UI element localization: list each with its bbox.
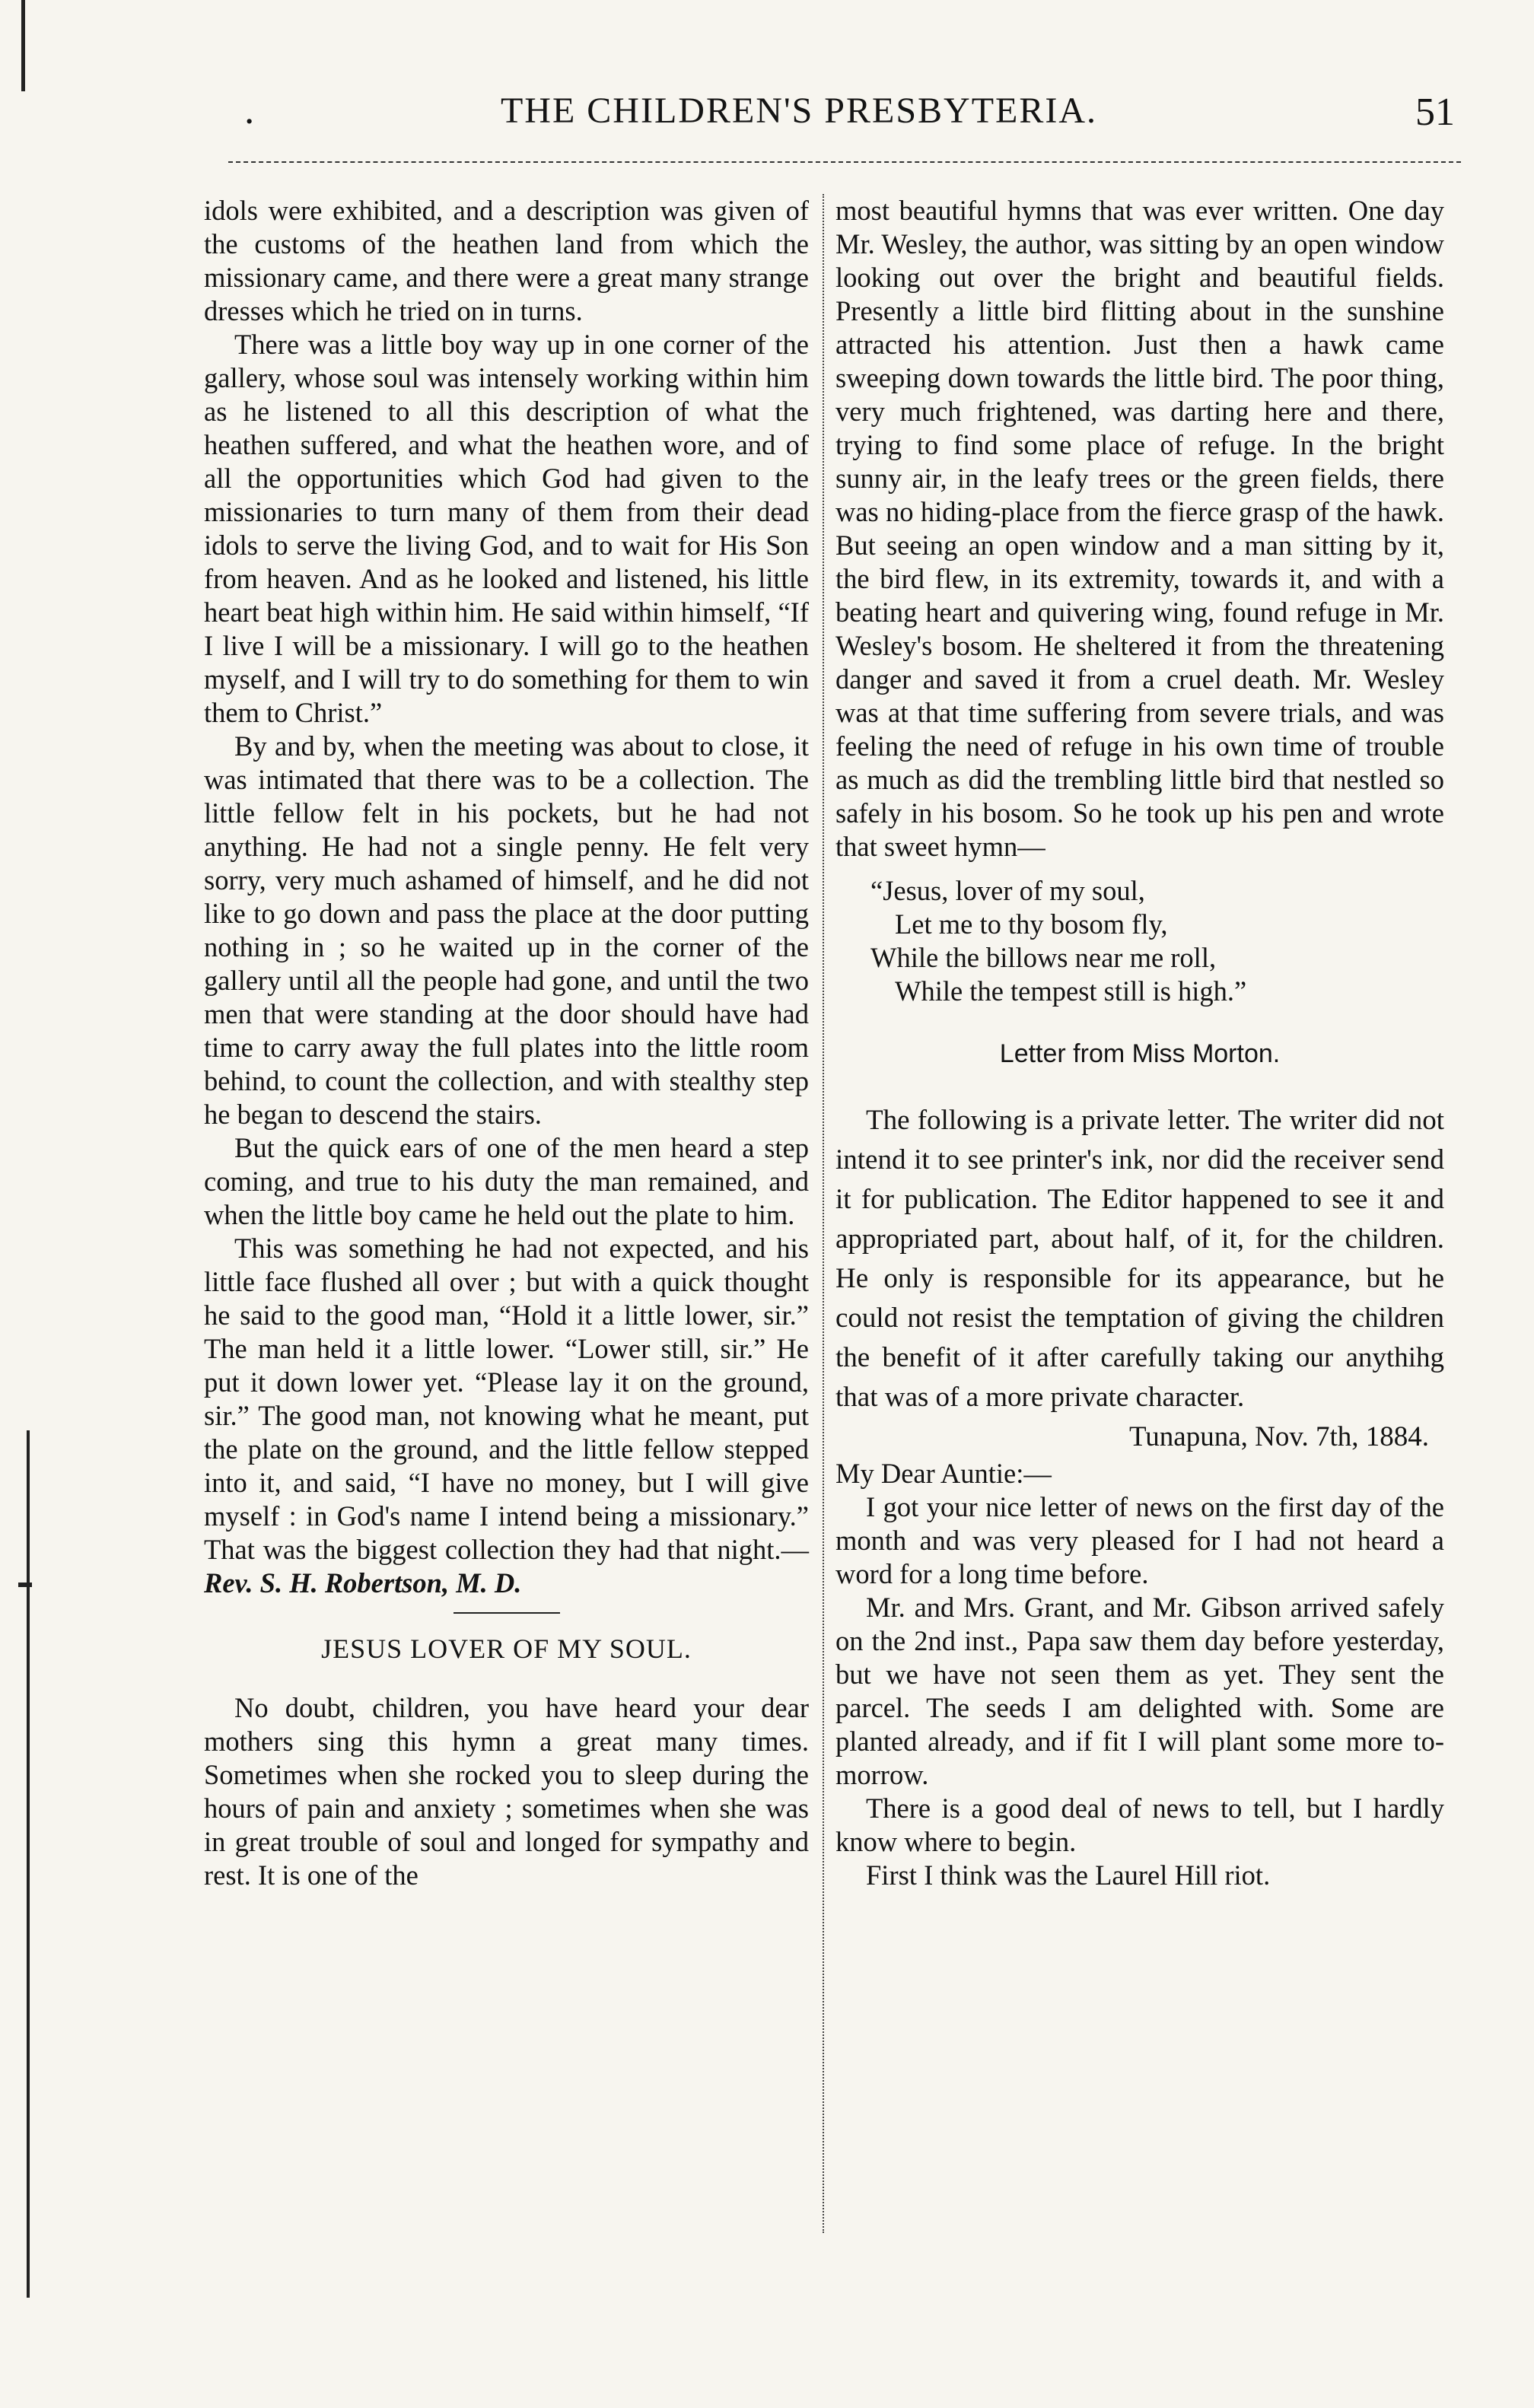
right-column: [835, 194, 1444, 1892]
paragraph: But the quick ears of one of the men heard a step coming, and true to his duty the man remained, and when the little boy came he held out the plate to him.: [204, 1132, 809, 1230]
paragraph: [204, 1232, 809, 1600]
letter-dateline: Tunapuna, Nov. 7th, 1884.: [1129, 1421, 1429, 1452]
column-divider: [823, 194, 824, 2233]
hymn-quote: [835, 874, 1444, 1008]
paragraph: most beautiful hymns that was ever written. One day Mr. Wesley, the author, was sitting by an open window looking out over the bright and beautiful fields. Presently a little bird flitting about in the sunshine attracted his attention. Just then a hawk came sweeping down towards the little bird. The poor thing, very much frightened, was darting here and there, trying to find some place of refuge. In the bright sunny air, in the leafy trees or the green fields, there was no hiding-place from the fierce grasp of the hawk. But seeing an open window and a man sitting by it, the bird flew, in its extremity, towards it, and with a beating heart and quivering wing, found refuge in Mr. Wesley's bosom. He sheltered it from the threatening danger and saved it from a cruel death. Mr. Wesley was at that time suffering from severe trials, and was feeling the need of refuge in his own time of trouble as much as did the trembling little bird that nestled so safely in his bosom. So he took up his pen and wrote that sweet hymn—: [835, 195, 1444, 862]
left-column: [204, 194, 809, 1892]
letter-salutation: My Dear Auntie:—: [835, 1458, 1052, 1489]
margin-tick-mark: [18, 1583, 32, 1587]
paragraph: idols were exhibited, and a description was given of the customs of the heathen land from which the missionary came, and there were a great many strange dresses which he tried on in turns.: [204, 195, 809, 326]
margin-rule-mark: [27, 1430, 30, 2298]
paragraph: Mr. and Mrs. Grant, and Mr. Gibson arrived safely on the 2nd inst., Papa saw them day before yesterday, but we have not seen them as yet. They sent the parcel. The seeds I am delighted with. Some are planted already, and if fit I will plant some more to-morrow.: [835, 1592, 1444, 1790]
binding-edge-mark: [21, 0, 25, 91]
paragraph: First I think was the Laurel Hill riot.: [866, 1859, 1271, 1891]
letter-body: [835, 1101, 1444, 1457]
paragraph-text: This was something he had not expected, and his little face flushed all over ; but with a quick thought he said to the good man, “Hold it a little lower, sir.” The man held it a little lower. “Lower still, sir.” He put it down lower yet. “Please lay it on the ground, sir.” The good man, not knowing what he meant, put the plate on the ground, and the little fellow stepped into it, and said, “I have no money, but I will give myself : in God's name I intend being a missionary.” That was the biggest collection they had that night.—: [204, 1233, 809, 1565]
header-rule: [228, 161, 1461, 163]
hymn-line: While the tempest still is high.”: [895, 975, 1247, 1007]
hymn-line: “Jesus, lover of my soul,: [870, 875, 1145, 906]
paragraph: There was a little boy way up in one corner of the gallery, whose soul was intensely working within him as he listened to all this description of what the heathen suffered, and what the heathen wore, and of all the opportunities which God had given to the missionaries to turn many of them from their dead idols to serve the living God, and to wait for His Son from heaven. And as he looked and listened, his little heart beat high within him. He said within himself, “If I live I will be a missionary. I will go to the heathen myself, and I will try to do something for them to win them to Christ.”: [204, 329, 809, 728]
running-header: [152, 90, 1455, 151]
paragraph: No doubt, children, you have heard your dear mothers sing this hymn a great many times. Sometimes when she rocked you to sleep during the hours of pain and anxiety ; sometimes when she was in great trouble of soul and longed for sympathy and rest. It is one of the: [204, 1692, 809, 1891]
page-number: 51: [1415, 91, 1455, 134]
paragraph: I got your nice letter of news on the first day of the month and was very pleased for I had not heard a word for a long time before.: [835, 1491, 1444, 1589]
author-signature: Rev. S. H. Robertson, M. D.: [204, 1567, 522, 1598]
hymn-line: While the billows near me roll,: [870, 942, 1217, 973]
hymn-line: Let me to thy bosom fly,: [895, 908, 1168, 940]
letter-heading: Letter from Miss Morton.: [999, 1039, 1281, 1068]
section-rule: [454, 1612, 560, 1614]
paragraph: There is a good deal of news to tell, but I hardly know where to begin.: [835, 1792, 1444, 1857]
header-dot: .: [243, 90, 256, 132]
running-title: THE CHILDREN'S PRESBYTERIA.: [500, 91, 1097, 131]
section-heading: JESUS LOVER OF MY SOUL.: [321, 1633, 692, 1664]
paragraph: By and by, when the meeting was about to close, it was intimated that there was to be a collection. The little fellow felt in his pockets, but he had not anything. He had not a single penny. He felt very sorry, very much ashamed of himself, and he did not like to go down and pass the place at the door putting nothing in ; so he waited up in the corner of the gallery until all the people had gone, and until the two men that were standing at the door should have had time to carry away the full plates into the little room behind, to count the collection, and with stealthy step he began to descend the stairs.: [204, 730, 809, 1130]
paragraph: The following is a private letter. The writer did not intend it to see printer's ink, nor did the receiver send it for publication. The Editor happened to see it and appropriated part, about half, of it, for the children. He only is responsible for its appearance, but he could not resist the temptation of giving the children the benefit of it after carefully taking our anythihg that was of a more private character.: [835, 1105, 1444, 1413]
